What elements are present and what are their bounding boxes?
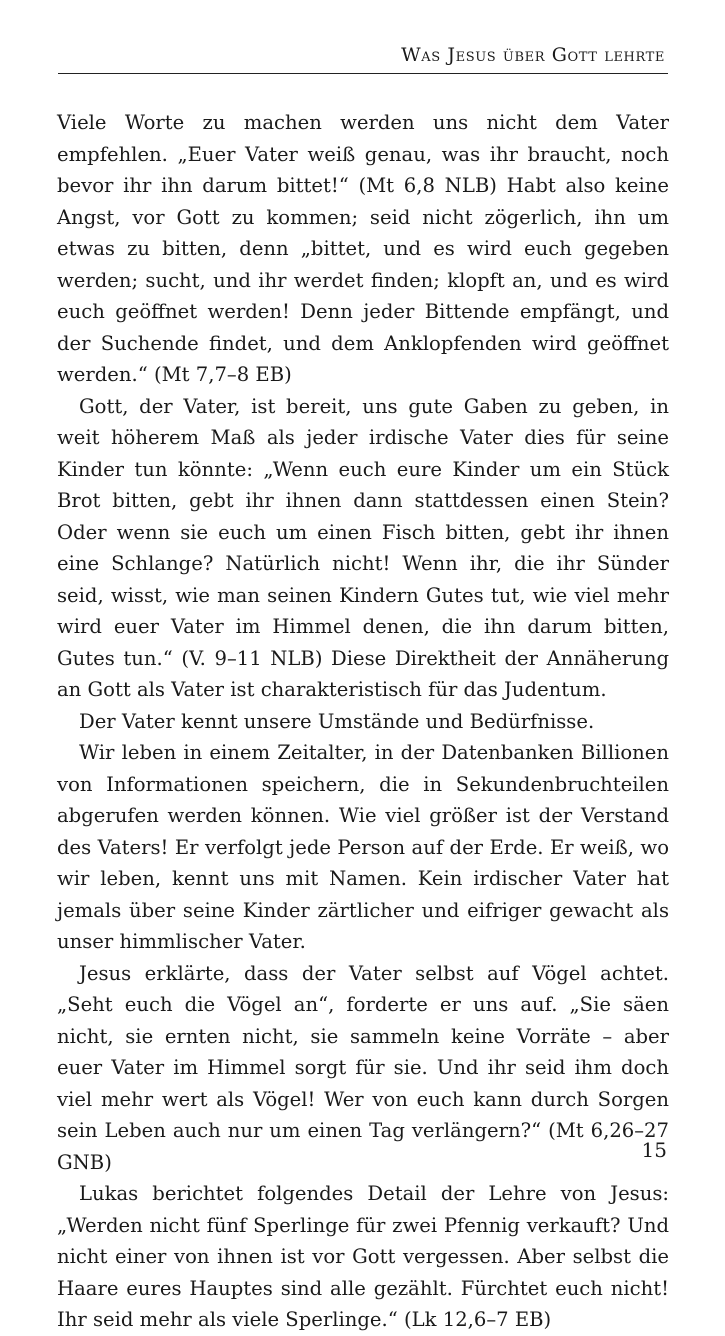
paragraph: Wir leben in einem Zeitalter, in der Datenbanken Billionen von Informationen speichern, die in Sekundenbruchteilen abgerufen werden können. Wie viel größer ist der Verstand des Vaters! Er verfolgt jede Person auf der Erde. Er weiß, wo wir leben, kennt uns mit Namen. Kein irdischer Vater hat jemals über seine Kinder zärtlicher und eifriger gewacht als unser himmlischer Vater. (57, 741, 669, 953)
paragraph: Lukas berichtet folgendes Detail der Lehre von Jesus: „Werden nicht fünf Sperlinge für zwei Pfennig verkauft? Und nicht einer von ihnen ist vor Gott vergessen. Aber selbst die Haare eures Hauptes sind alle gezählt. Fürchtet euch nicht! Ihr seid mehr als viele Sperlinge.“ (Lk 12,6–7 EB) (57, 1182, 669, 1331)
running-head-title: Was Jesus über Gott lehrte (401, 44, 665, 66)
header-rule (58, 73, 668, 74)
paragraph: Viele Worte zu machen werden uns nicht dem Vater empfehlen. „Euer Vater weiß genau, was ihr braucht, noch bevor ihr ihn darum bittet!“ (Mt 6,8 NLB) Habt also keine Angst, vor Gott zu kommen; seid nicht zögerlich, ihn um etwas zu bitten, denn „bittet, und es wird euch gegeben werden; sucht, und ihr werdet finden; klopft an, und es wird euch geöffnet werden! Denn jeder Bittende empfängt, und der Suchende findet, und dem Anklopfenden wird geöffnet werden.“ (Mt 7,7–8 EB) (57, 111, 669, 386)
page-number: 15 (641, 1138, 667, 1162)
paragraph: Der Vater kennt unsere Umstände und Bedürfnisse. (79, 709, 595, 733)
body-text (57, 107, 669, 1336)
paragraph: Jesus erklärte, dass der Vater selbst auf Vögel achtet. „Seht euch die Vögel an“, forderte er uns auf. „Sie säen nicht, sie ernten nicht, sie sammeln keine Vorräte – aber euer Vater im Himmel sorgt für sie. Und ihr seid ihm doch viel mehr wert als Vögel! Wer von euch kann durch Sorgen sein Leben auch nur um einen Tag verlängern?“ (Mt 6,26–27 GNB) (57, 961, 669, 1174)
paragraph: Gott, der Vater, ist bereit, uns gute Gaben zu geben, in weit höherem Maß als jeder irdische Vater dies für seine Kinder tun könnte: „Wenn euch eure Kinder um ein Stück Brot bitten, gebt ihr ihnen dann stattdessen einen Stein? Oder wenn sie euch um einen Fisch bitten, gebt ihr ihnen eine Schlange? Natürlich nicht! Wenn ihr, die ihr Sünder seid, wisst, wie man seinen Kindern Gutes tut, wie viel mehr wird euer Vater im Himmel denen, die ihn darum bitten, Gutes tun.“ (V. 9–11 NLB) Diese Direktheit der Annäherung an Gott als Vater ist charakteristisch für das Judentum. (57, 394, 669, 701)
